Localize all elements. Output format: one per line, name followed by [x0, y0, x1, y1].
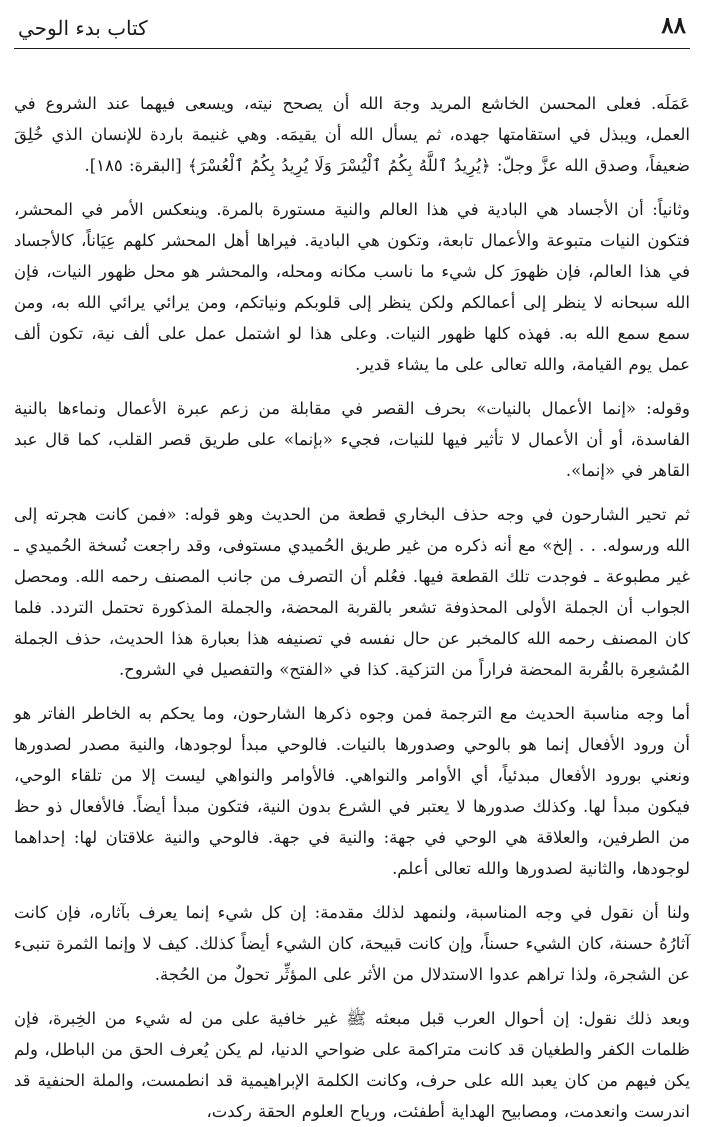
- paragraph: وقوله: «إنما الأعمال بالنيات» بحرف القصر في مقابلة من زعم عبرة الأعمال ونماءها بالنية الفاسدة، أو أن الأعمال لا تأثير فيها للنيات، فجيء «بإنما» على طريق قصر القلب، كما قال عبد القاهر في «إنما».: [14, 399, 690, 480]
- page-body: [14, 88, 690, 1127]
- paragraph: وبعد ذلك نقول: إن أحوال العرب قبل مبعثه ﷺ غير خافية على من له شيء من الخِبرة، فإن ظلمات الكفر والطغيان قد كانت متراكمة على ضواحي الدنيا، لم يكن يُعرف الحق من الباطل، ولم يكن فيهم من كان يعبد الله على حرف، وكانت الكلمة الإبراهيمية قد انطمست، والملة الحنفية قد اندرست وانعدمت، ومصابيح الهداية أطفئت، ورياح العلوم الحقة ركدت،: [14, 1009, 690, 1121]
- page-header: [14, 0, 690, 49]
- paragraph: وثانياً: أن الأجساد هي البادية في هذا العالم والنية مستورة بالمرة. وينعكس الأمر في المحشر، فتكون النيات متبوعة والأعمال تابعة، وتكون هي البادية. فيراها أهل المحشر كلهم عِيَاناً، كالأجساد في هذا العالم، فإن ظهورَ كل شيء ما ناسب مكانه ومحله، والمحشر هو محل ظهور النيات، فإن الله سبحانه لا ينظر إلى أعمالكم ولكن ينظر إلى قلوبكم ونياتكم، ومن يرائي يرائي الله به، ومن سمع سمع الله به. فهذه كلها ظهور النيات. وعلى هذا لو اشتمل عمل على ألف نية، تكون ألف عمل يوم القيامة، والله تعالى على ما يشاء قدير.: [14, 200, 690, 374]
- paragraph: ثم تحير الشارحون في وجه حذف البخاري قطعة من الحديث وهو قوله: «فمن كانت هجرته إلى الله ورسوله. . . إلخ» مع أنه ذكره من غير طريق الحُميدي مستوفى، وقد راجعت نُسخة الحُميدي ـ غير مطبوعة ـ فوجدت تلك القطعة فيها. فعُلم أن التصرف من جانب المصنف رحمه الله. ومحصل الجواب أن الجملة الأولى المحذوفة تشعر بالقربة المحضة، والجملة المذكورة تحتمل التردد. فلما كان المصنف رحمه الله كالمخبر عن حال نفسه في تصنيفه هذا بعبارة هذا الحديث، حذف الجملة المُشعِرة بالقُربة المحضة فراراً من التزكية. كذا في «الفتح» والتفصيل في الشروح.: [14, 505, 690, 679]
- running-title: كتاب بدء الوحي: [18, 16, 148, 40]
- paragraph: أما وجه مناسبة الحديث مع الترجمة فمن وجوه ذكرها الشارحون، وما يحكم به الخاطر الفاتر هو أن ورود الأفعال إنما هو بالوحي وصدورها بالنيات. فالوحي مبدأ لوجودها، والنية مصدر لصدورها ونعني بورود الأفعال مبدئياً، أي الأوامر والنواهي. فالأوامر والنواهي ليست إلا من تلقاء الوحي، فيكون مبدأ لها. وكذلك صدورها لا يعتبر في الشرع بدون النية، فتكون مبدأ أيضاً. فالأفعال ذو حظ من الطرفين، والعلاقة هي الوحي في جهة: والنية في جهة. فالوحي والنية علاقتان لها: إحداهما لوجودها، والثانية لصدورها والله تعالى أعلم.: [14, 704, 690, 878]
- paragraph: ولنا أن نقول في وجه المناسبة، ولنمهد لذلك مقدمة: إن كل شيء إنما يعرف بآثاره، فإن كانت آثارُهُ حسنة، كان الشيء حسناً، وإن كانت قبيحة، كان الشيء أيضاً كذلك. كيف لا وإنما الثمرة تنبىء عن الشجرة، ولذا تراهم عدوا الاستدلال من الأثر على المؤثِّر تحولٌ من الحُجة.: [14, 903, 690, 984]
- page-number: ٨٨: [661, 12, 686, 39]
- paragraph: عَمَلَه. فعلى المحسن الخاشع المريد وجهَ الله أن يصحح نيته، ويسعى فيهما عند الشروع في العمل، ويبذل في استقامتها جهده، ثم يسأل الله أن يقيمَه. وهي غنيمة باردة للإنسان الذي خُلِقَ ضعيفاً، وصدق الله عزَّ وجلّ: ﴿يُرِيدُ ٱللَّهُ بِكُمُ ٱلْيُسْرَ وَلَا يُرِيدُ بِكُمُ ٱلْعُسْرَ﴾ [البقرة: ١٨٥].: [14, 94, 690, 175]
